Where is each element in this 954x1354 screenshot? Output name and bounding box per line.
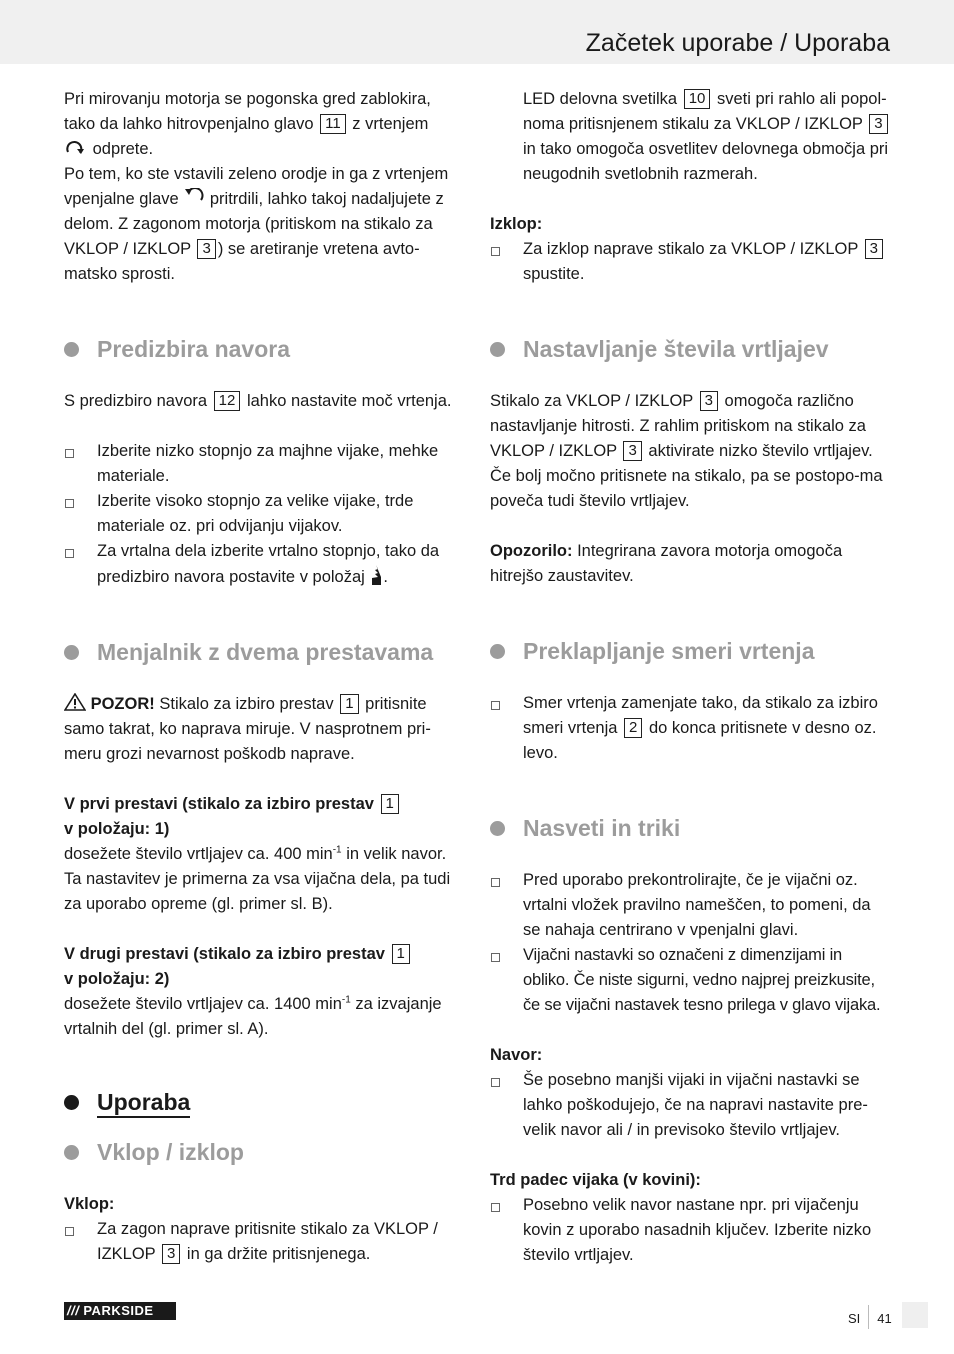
intro-paragraph-2: [64, 162, 466, 287]
footer-tab: [902, 1302, 928, 1328]
intro-text: pritrdili, lahko takoj nadaljujete z delom. Z zagonom motorja (pritiskom na stikalo za VKLOP / IZKLOP: [64, 190, 444, 258]
hard-screw-label: Trd padec vijaka (v kovini):: [490, 1171, 701, 1189]
part-number-box: 11: [320, 114, 346, 134]
checkbox-bullet-icon: [491, 878, 500, 887]
part-number-box: 1: [392, 944, 410, 964]
checkbox-bullet-icon: [491, 247, 500, 256]
warning-icon: [64, 693, 86, 711]
section-heading-tips: Nasveti in triki: [490, 816, 892, 841]
bullet-dot-icon: [64, 342, 79, 357]
checkbox-bullet-icon: [491, 701, 500, 710]
part-number-box: 10: [684, 89, 711, 109]
torque-intro: S predizbiro navora 12 lahko nastavite moč vrtenja.: [64, 392, 452, 410]
list-item: Za vrtalna dela izberite vrtalno stopnjo, tako da predizbiro navora postavite v položaj .: [64, 539, 466, 590]
left-column: [64, 87, 466, 1267]
bullet-dot-icon: [490, 821, 505, 836]
bullet-dot-icon: [64, 645, 79, 660]
page-header: [0, 0, 954, 64]
speed-text: Stikalo za VKLOP / IZKLOP 3 omogoča različno nastavljanje hitrosti. Z rahlim pritiskom na stikalo za VKLOP / IZKLOP 3 aktivirate nizko število vrtljajev. Če bolj močno pritisnete na stikalo, pa se postopo-ma poveča tudi število vrtljajev.: [490, 392, 883, 510]
brand-logo: /// PARKSIDE: [64, 1302, 176, 1320]
section-heading-torque: Predizbira navora: [64, 337, 466, 362]
speed-note: Opozorilo: Integrirana zavora motorja omogoča hitrejšo zaustavitev.: [490, 542, 843, 585]
intro-text: z vrtenjem: [352, 115, 429, 133]
page-number-value: 41: [877, 1311, 892, 1326]
list-item: Smer vrtenja zamenjate tako, da stikalo za izbiro smeri vrtenja 2 do konca pritisnete v desno oz. levo.: [490, 691, 892, 766]
part-number-box: 1: [381, 794, 399, 814]
list-item: Za zagon naprave pritisnite stikalo za VKLOP / IZKLOP 3 in ga držite pritisnjenega.: [64, 1217, 466, 1267]
section-heading-gear: Menjalnik z dvema prestavama: [64, 640, 466, 665]
list-item: Izberite nizko stopnjo za majhne vijake, mehke materiale.: [64, 439, 466, 489]
logo-stripes-icon: ///: [67, 1303, 80, 1318]
rotate-counterclockwise-icon: [183, 188, 205, 206]
bullet-dot-icon: [490, 644, 505, 659]
part-number-box: 2: [624, 718, 642, 738]
on-label: Vklop:: [64, 1195, 115, 1213]
list-item: Pred uporabo prekontrolirajte, če je vijačni oz. vrtalni vložek pravilno nameščen, to pomeni, da se nahaja centrirano v vpenjalni glavi.: [490, 868, 892, 943]
bullet-dot-icon: [490, 342, 505, 357]
drill-icon: [369, 564, 383, 586]
rotate-clockwise-icon: [64, 139, 88, 157]
checkbox-bullet-icon: [491, 953, 500, 962]
intro-paragraph-1: [64, 87, 466, 162]
part-number-box: 3: [700, 391, 718, 411]
list-item: Vijačni nastavki so označeni z dimenzijami in obliko. Če niste sigurni, vedno najprej preizkusite, če se vijačni nastavek tesno prilega v glavo vijaka.: [490, 943, 892, 1018]
second-gear-text: dosežete število vrtljajev ca. 1400 $\min^{-1}$ za izvajanje vrtalnih del (gl. primer sl. A).: [64, 994, 442, 1038]
gear-warning: POZOR! Stikalo za izbiro prestav 1 pritisnite samo takrat, ko naprava miruje. V nasprotnem pri-meru grozi nevarnost poškodb naprave.: [64, 695, 431, 763]
page-number: [848, 1305, 892, 1329]
second-gear-heading: V drugi prestavi (stikalo za izbiro prestav 1 v položaju: 2): [64, 942, 466, 992]
part-number-box: 1: [340, 694, 358, 714]
section-heading-on-off: Vklop / izklop: [64, 1140, 466, 1165]
part-number-box: 3: [869, 114, 887, 134]
page-title: Začetek uporabe / Uporaba: [585, 29, 890, 57]
torque-label: Navor:: [490, 1046, 543, 1064]
part-number-box: 3: [162, 1244, 180, 1264]
list-item: Izberite visoko stopnjo za velike vijake, trde materiale oz. pri odvijanju vijakov.: [64, 489, 466, 539]
checkbox-bullet-icon: [65, 549, 74, 558]
intro-text: Po tem, ko ste vstavili zeleno orodje in ga z vrtenjem vpenjalne glave: [64, 165, 449, 208]
intro-text: Pri mirovanju motorja se pogonska gred zablokira, tako da lahko hitrovpenjalno glavo: [64, 90, 431, 133]
bullet-dot-icon: [64, 1095, 79, 1110]
divider: [868, 1305, 869, 1329]
bullet-dot-icon: [64, 1145, 79, 1160]
list-item: Za izklop naprave stikalo za VKLOP / IZKLOP 3 spustite.: [490, 237, 892, 287]
checkbox-bullet-icon: [65, 499, 74, 508]
list-item: Posebno velik navor nastane npr. pri vijačenju kovin z uporabo nasadnih ključev. Izberite nizko število vrtljajev.: [490, 1193, 892, 1268]
first-gear-text: dosežete število vrtljajev ca. 400 $\min^{-1}$ in velik navor. Ta nastavitev je primerna za vsa vijačna dela, pa tudi za uporabo opreme (gl. primer sl. B).: [64, 844, 451, 913]
part-number-box: 12: [214, 391, 241, 411]
checkbox-bullet-icon: [65, 449, 74, 458]
checkbox-bullet-icon: [491, 1078, 500, 1087]
intro-text: odprete.: [92, 140, 154, 158]
first-gear-heading: V prvi prestavi (stikalo za izbiro prestav 1 v položaju: 1): [64, 792, 466, 842]
intro-text: ) se aretiranje vretena avto-matsko sprosti.: [64, 240, 420, 283]
section-heading-speed: Nastavljanje števila vrtljajev: [490, 337, 892, 362]
list-item: Še posebno manjši vijaki in vijačni nastavki se lahko poškodujejo, če na napravi nastavite pre-velik navor ali / in previsoko število vrtljajev.: [490, 1068, 892, 1143]
checkbox-bullet-icon: [491, 1203, 500, 1212]
right-column: [490, 87, 892, 1268]
led-paragraph: LED delovna svetilka 10 sveti pri rahlo ali popol-noma pritisnjenem stikalu za VKLOP / IZKLOP 3 in tako omogoča osvetlitev delovnega območja pri neugodnih svetlobnih razmerah.: [523, 90, 889, 183]
part-number-box: 3: [623, 441, 641, 461]
checkbox-bullet-icon: [65, 1227, 74, 1236]
section-heading-direction: Preklapljanje smeri vrtenja: [490, 639, 892, 664]
part-number-box: 3: [197, 239, 215, 259]
language-code: SI: [848, 1311, 861, 1326]
part-number-box: 3: [865, 239, 883, 259]
off-label: Izklop:: [490, 215, 543, 233]
section-heading-usage: Uporaba: [64, 1090, 466, 1115]
